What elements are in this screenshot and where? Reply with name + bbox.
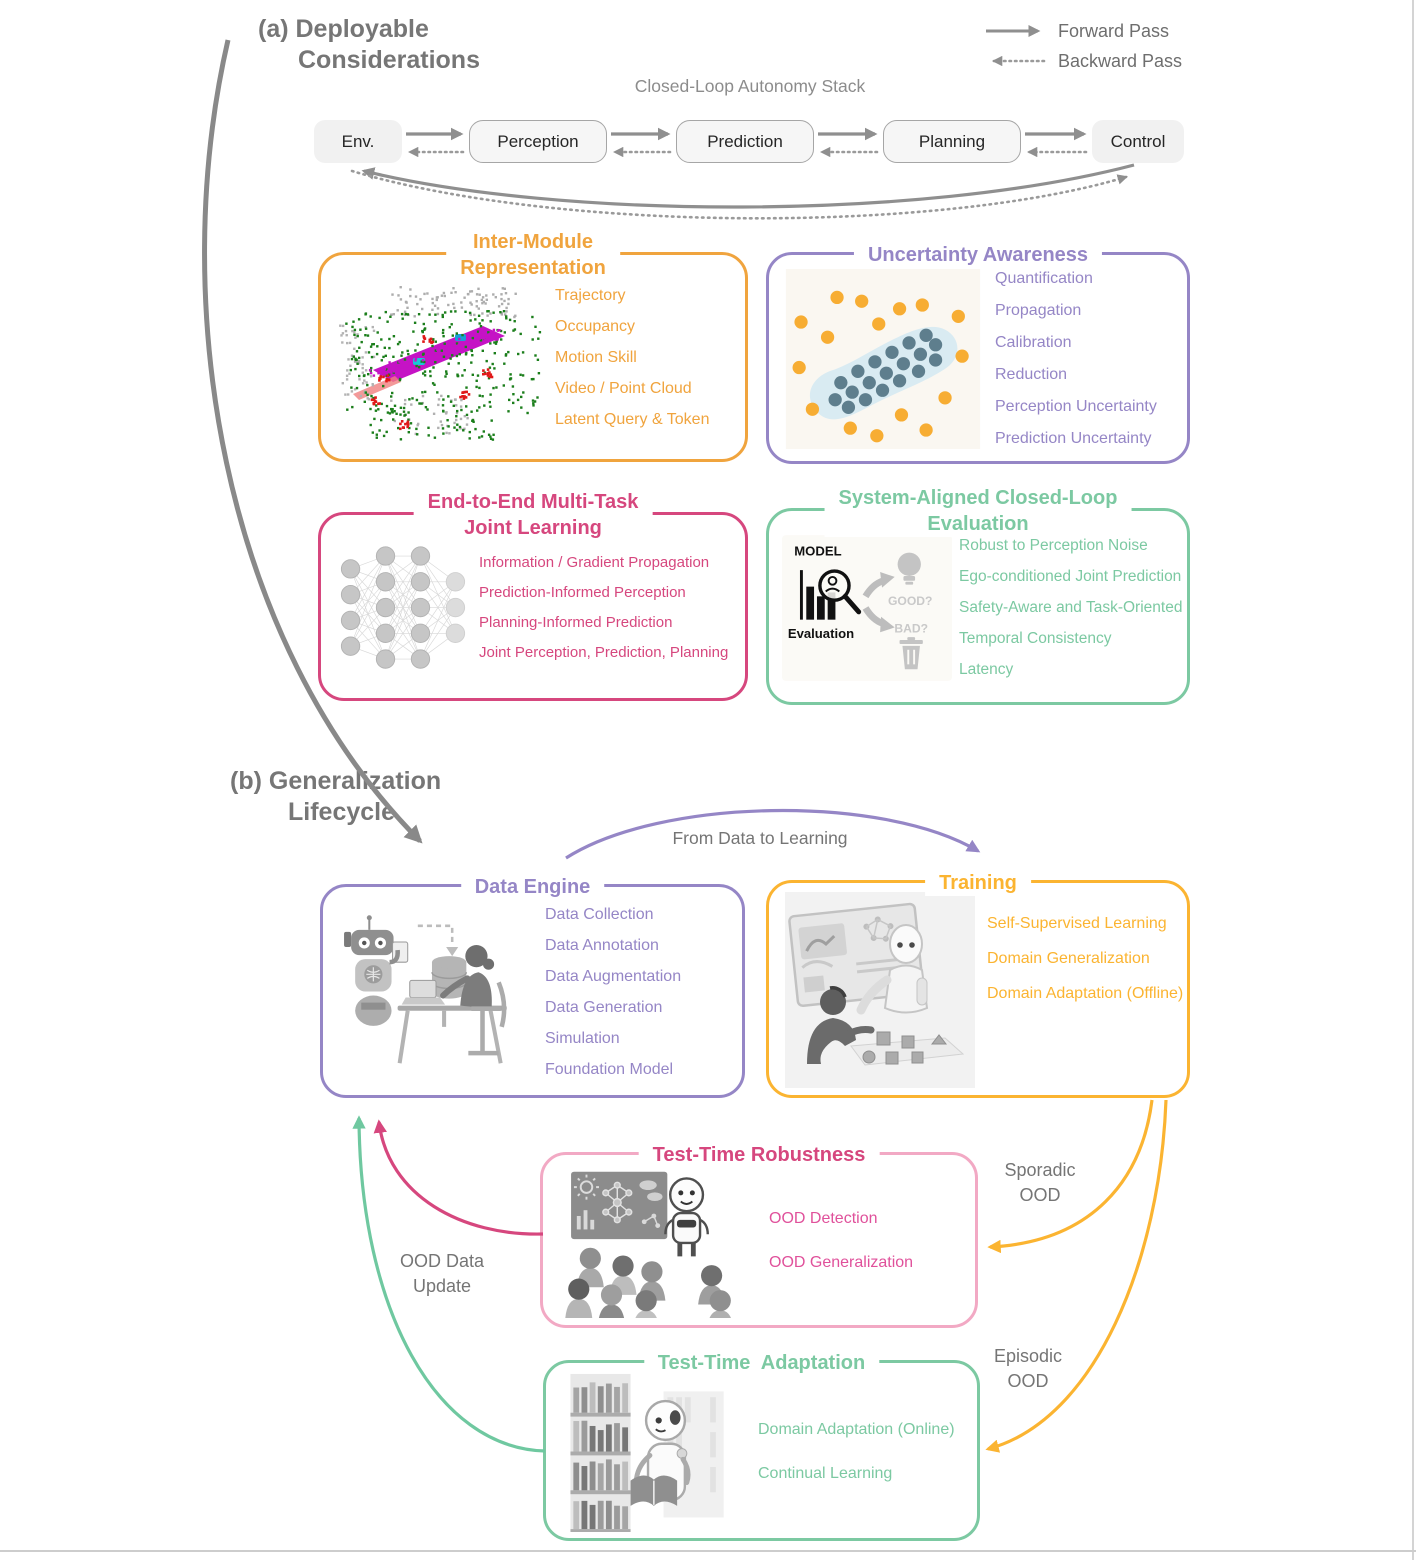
panel-item: Propagation	[995, 302, 1082, 319]
panel-item: Motion Skill	[555, 349, 637, 366]
sporadic-ood-label	[980, 1158, 1100, 1208]
section-a-line1: (a) Deployable	[258, 15, 429, 43]
eval-evaluation-label: Evaluation	[787, 625, 855, 641]
panel-title-line: System-Aligned Closed-Loop	[838, 487, 1118, 509]
section-b-label	[230, 766, 441, 828]
section-b-line2: Lifecycle	[288, 798, 396, 826]
episodic-ood-arrow	[988, 1100, 1166, 1449]
panel-item: Prediction-Informed Perception	[479, 584, 686, 601]
legend-forward-label: Forward Pass	[1058, 21, 1170, 41]
standing-robot	[665, 1178, 707, 1256]
page-edge-right	[1412, 0, 1414, 1560]
panel-item: Domain Adaptation (Online)	[758, 1420, 955, 1438]
panel-item: Foundation Model	[545, 1060, 674, 1078]
panel-test-time-adaptation	[543, 1352, 980, 1541]
legend-backward-label: Backward Pass	[1058, 51, 1183, 71]
panel-body	[321, 515, 745, 698]
episodic-ood-label	[968, 1344, 1088, 1394]
point-cloud-dots	[339, 286, 541, 441]
panel-title-line: Training	[939, 872, 1017, 894]
panel-closed-loop-evaluation	[766, 487, 1190, 705]
panel-training	[766, 872, 1190, 1098]
eval-bad-label: BAD?	[894, 620, 929, 635]
panel-title-line: Test-Time Adaptation	[657, 1352, 866, 1374]
eval-good-label: GOOD?	[887, 593, 933, 608]
panel-inter-module-title	[446, 229, 620, 281]
panel-body	[543, 1155, 975, 1325]
training-item-list	[979, 915, 1183, 1003]
evaluation-item-list	[953, 537, 1182, 679]
point-cloud-illustration	[333, 276, 547, 441]
model-evaluation-image	[782, 534, 952, 682]
panel-inter-module-representation	[318, 231, 748, 462]
panel-joint-learning-title	[414, 489, 653, 541]
section-a-label	[258, 14, 480, 76]
panel-item: Data Collection	[545, 905, 654, 923]
data-engine-illustration	[335, 913, 535, 1071]
ood-data-update-label	[372, 1249, 512, 1299]
panel-training-title	[925, 870, 1031, 896]
flow-label-line: Sporadic	[1004, 1160, 1076, 1180]
joint-learning-item-list	[473, 554, 728, 661]
panel-data-engine	[320, 876, 745, 1098]
uncertainty-item-list	[985, 270, 1157, 448]
panel-body	[321, 255, 745, 459]
panel-item: OOD Generalization	[769, 1254, 914, 1271]
panel-body	[769, 255, 1187, 461]
flow-label-line: OOD	[1019, 1185, 1061, 1205]
data-engine-image	[339, 913, 531, 1071]
panel-title-line: Test-Time Robustness	[652, 1144, 866, 1166]
stack-node-perception: Perception	[469, 120, 607, 163]
blackboard	[571, 1172, 667, 1239]
panel-title-line: Representation	[460, 257, 606, 279]
library-illustration	[558, 1372, 740, 1532]
panel-item: Prediction Uncertainty	[995, 430, 1152, 447]
section-b-line1: (b) Generalization	[230, 767, 442, 795]
eval-model-label: MODEL	[794, 543, 842, 559]
robustness-item-list	[745, 1210, 913, 1272]
panel-item: Joint Perception, Prediction, Planning	[479, 644, 729, 661]
classroom-image	[559, 1164, 741, 1318]
reading-robot	[631, 1401, 689, 1506]
flow-label-line: Update	[412, 1276, 472, 1296]
panel-title-line: Evaluation	[927, 513, 1029, 535]
ood-update-arrow-robustness	[379, 1122, 543, 1234]
panel-item: Data Annotation	[545, 936, 659, 954]
flow-label-line: OOD	[1007, 1371, 1049, 1391]
dashed-transfer-arrow	[418, 926, 458, 956]
panel-test-time-robustness	[540, 1144, 978, 1328]
panel-item: Temporal Consistency	[959, 629, 1112, 647]
neural-network-image	[334, 538, 472, 678]
stack-node-planning: Planning	[883, 120, 1021, 163]
data-engine-item-list	[535, 906, 681, 1079]
stack-node-control: Control	[1092, 120, 1184, 163]
panel-item: Trajectory	[555, 287, 626, 304]
panel-joint-learning	[318, 491, 748, 701]
flow-label-line: OOD Data	[399, 1251, 485, 1271]
panel-item: Self-Supervised Learning	[987, 915, 1167, 932]
adaptation-item-list	[740, 1421, 955, 1483]
panel-item: Information / Gradient Propagation	[479, 554, 710, 571]
panel-item: Domain Adaptation (Offline)	[987, 985, 1184, 1002]
training-image	[785, 892, 975, 1088]
panel-title-line: Uncertainty Awareness	[867, 244, 1089, 266]
panel-test-time-adaptation-title	[644, 1350, 879, 1376]
panel-item: Calibration	[995, 334, 1072, 351]
from-data-to-learning-label: From Data to Learning	[672, 828, 848, 848]
panel-item: Data Augmentation	[545, 967, 682, 985]
library-image	[563, 1372, 735, 1532]
panel-item: Video / Point Cloud	[555, 380, 692, 397]
uncertainty-scatter-illustration	[781, 269, 985, 449]
panel-item: Domain Generalization	[987, 950, 1150, 967]
panel-item: Perception Uncertainty	[995, 398, 1157, 415]
panel-item: Quantification	[995, 270, 1093, 287]
page-edge-bottom	[0, 1550, 1416, 1552]
panel-item: Occupancy	[555, 318, 636, 335]
panel-uncertainty-title	[854, 242, 1102, 268]
panel-title-line: Joint Learning	[464, 517, 602, 539]
model-evaluation-illustration	[781, 534, 953, 682]
panel-body	[769, 511, 1187, 702]
neural-network-illustration	[333, 538, 473, 678]
panel-item: Continual Learning	[758, 1464, 893, 1482]
loop-backward-env-to-control	[352, 171, 1126, 218]
stack-node-env: Env.	[314, 120, 402, 163]
panel-item: Planning-Informed Prediction	[479, 614, 673, 631]
panel-item: Latent Query & Token	[555, 411, 710, 428]
point-cloud-image	[335, 276, 545, 441]
uncertainty-scatter-image	[785, 269, 981, 449]
classroom-illustration	[555, 1164, 745, 1318]
children-figures	[565, 1248, 733, 1318]
flow-label-line: Episodic	[993, 1346, 1063, 1366]
panel-item: Ego-conditioned Joint Prediction	[959, 567, 1182, 585]
loop-forward-control-to-env	[364, 165, 1134, 207]
panel-evaluation-title	[825, 485, 1132, 537]
inter-module-item-list	[547, 287, 709, 429]
panel-title-line: Inter-Module	[473, 231, 593, 253]
panel-title-line: End-to-End Multi-Task	[427, 491, 639, 513]
panel-data-engine-title	[461, 874, 605, 900]
panel-title-line: Data Engine	[474, 876, 591, 898]
panel-item: OOD Detection	[769, 1210, 878, 1227]
panel-body	[323, 887, 742, 1095]
stack-title: Closed-Loop Autonomy Stack	[634, 76, 866, 96]
panel-item: Robust to Perception Noise	[959, 536, 1148, 554]
panel-body	[546, 1363, 977, 1538]
panel-item: Safety-Aware and Task-Oriented	[959, 598, 1183, 616]
panel-item: Simulation	[545, 1029, 620, 1047]
stack-node-prediction: Prediction	[676, 120, 814, 163]
panel-item: Reduction	[995, 366, 1068, 383]
panel-uncertainty-awareness	[766, 244, 1190, 464]
section-a-line2: Considerations	[298, 46, 480, 74]
panel-item: Data Generation	[545, 998, 663, 1016]
panel-body	[769, 883, 1187, 1095]
training-illustration	[781, 892, 979, 1088]
panel-test-time-robustness-title	[639, 1142, 880, 1168]
panel-item: Latency	[959, 660, 1014, 678]
